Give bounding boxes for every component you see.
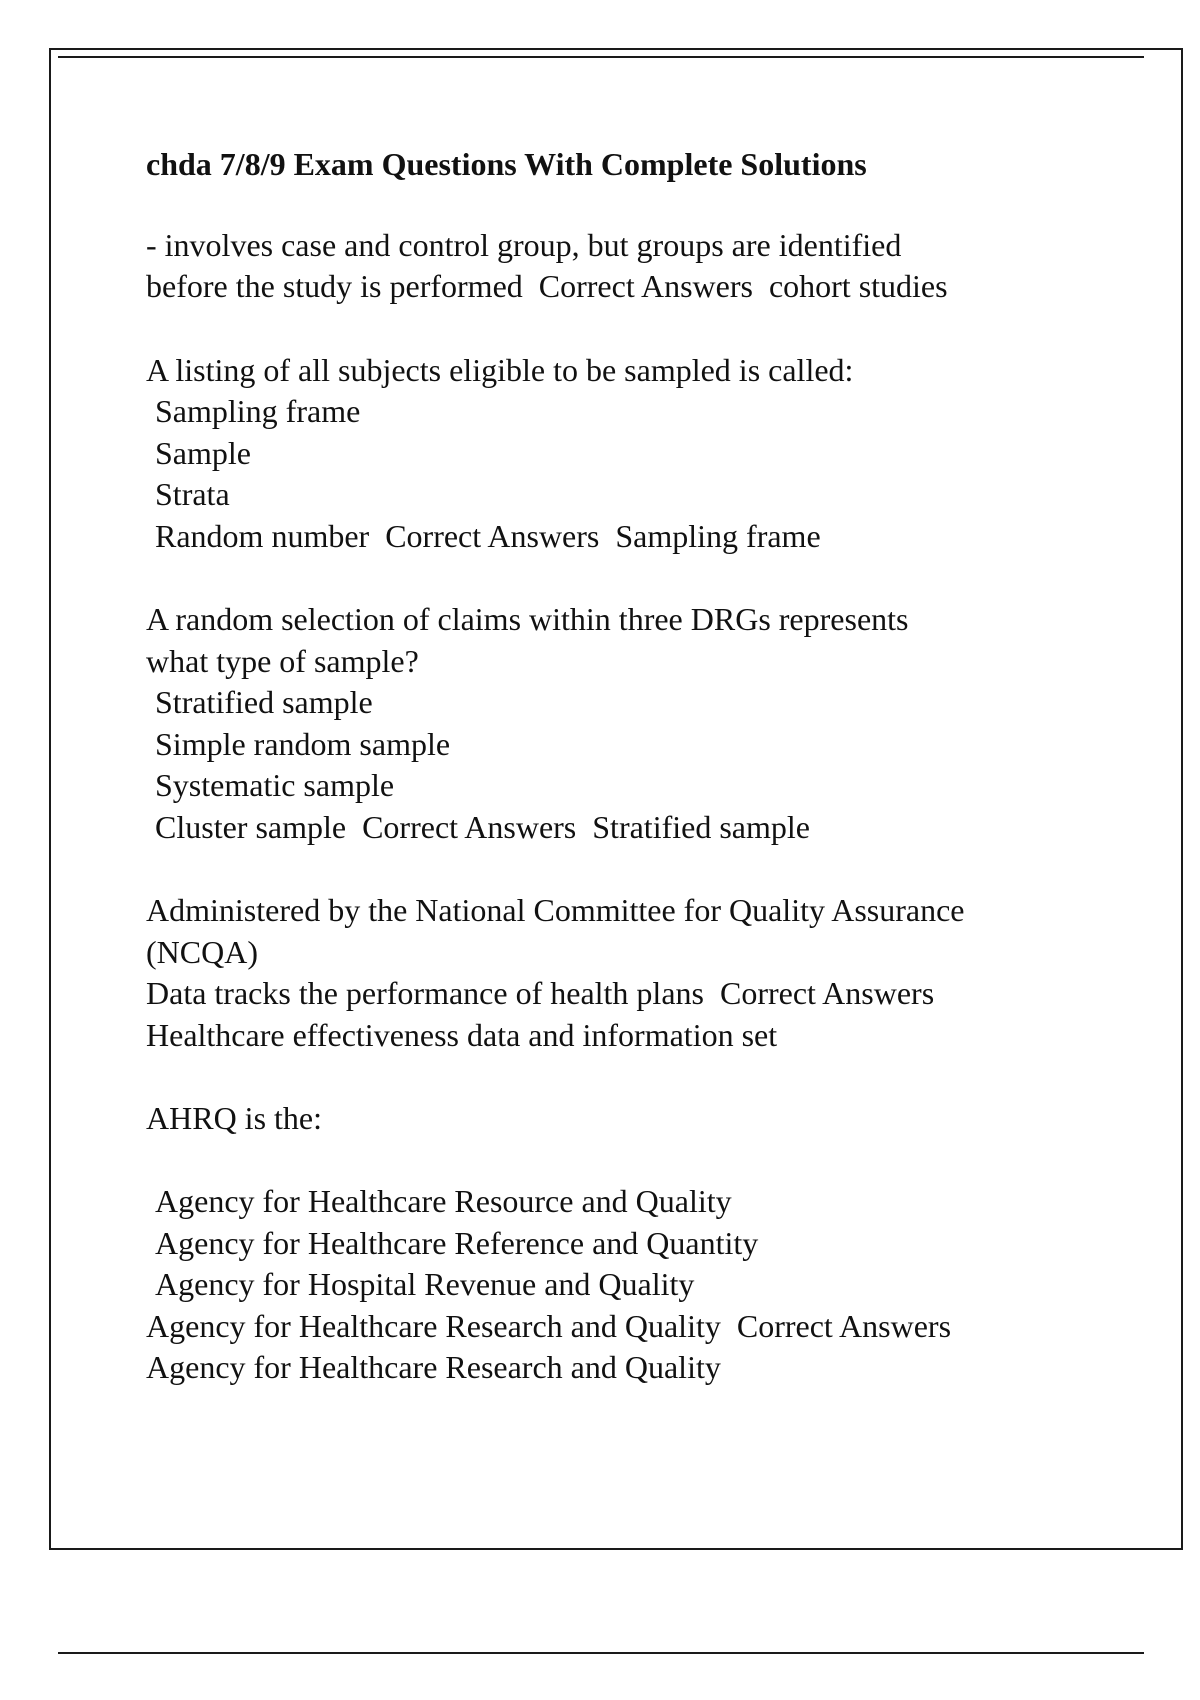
question-line: Data tracks the performance of health plans Correct Answers [146,975,935,1011]
document-title: chda 7/8/9 Exam Questions With Complete Solutions [146,146,867,182]
option-line: Agency for Hospital Revenue and Quality [155,1266,695,1302]
question-line: Administered by the National Committee for Quality Assurance [146,892,965,928]
option-line: Simple random sample [155,725,451,762]
document-body [146,144,1136,1431]
option-line: Agency for Healthcare Resource and Quality [155,1183,732,1219]
question-line: what type of sample? [146,642,419,679]
footer-rule [58,1652,1144,1654]
header-rule [58,56,1144,58]
option-line: Agency for Healthcare Reference and Quantity [155,1224,759,1261]
qa-block-1 [146,225,1136,308]
question-line: (NCQA) [146,933,258,970]
question-line: AHRQ is the: [146,1100,322,1136]
question-line: A random selection of claims within three DRGs represents [146,601,909,637]
qa-block-2 [146,350,1136,558]
option-line: Stratified sample [155,684,373,720]
qa-block-3 [146,599,1136,848]
answer-line: Random number Correct Answers Sampling frame [155,517,821,554]
answer-line: Agency for Healthcare Research and Quality Correct Answers [146,1307,952,1344]
answer-line: Healthcare effectiveness data and information set [146,1016,778,1053]
option-line: Strata [155,476,230,512]
qa-block-5 [146,1098,1136,1389]
answer-line: before the study is performed Correct Answers cohort studies [146,268,948,304]
blank-line [146,1140,1136,1182]
answer-line: Agency for Healthcare Research and Quality [146,1349,721,1385]
answer-line: Cluster sample Correct Answers Stratified sample [155,808,810,845]
option-line: Systematic sample [155,767,395,803]
question-line: A listing of all subjects eligible to be sampled is called: [146,351,854,388]
option-line: Sample [155,434,251,471]
option-line: Sampling frame [155,393,361,429]
qa-block-4 [146,890,1136,1056]
question-line: - involves case and control group, but groups are identified [146,226,902,263]
